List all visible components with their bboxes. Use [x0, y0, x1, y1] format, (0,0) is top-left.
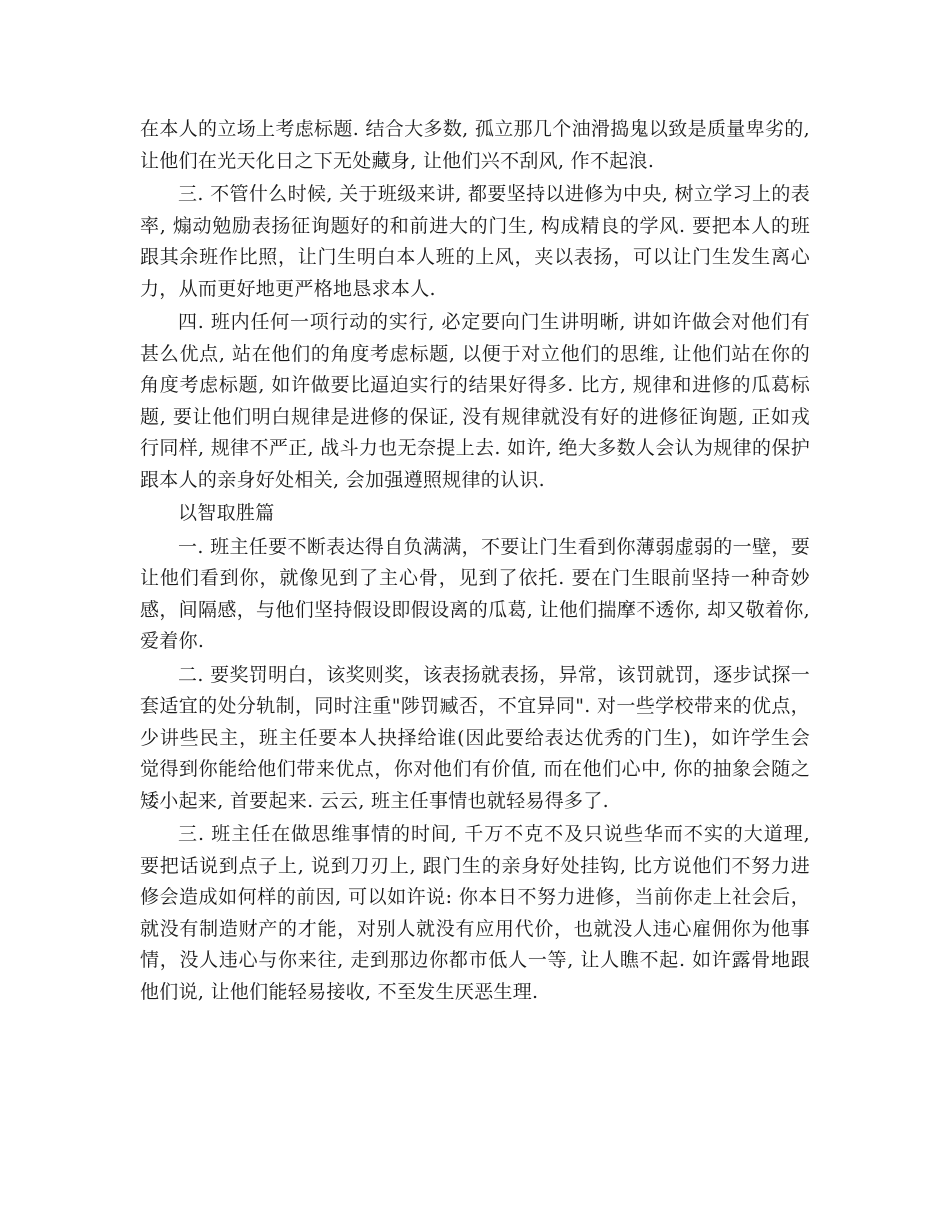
paragraph-point-four: 四. 班内任何一项行动的实行, 必定要向门生讲明晰, 讲如许做会对他们有甚么优点, 站在他们的角度考虑标题, 以便于对立他们的思维, 让他们站在你的角度考虑标题, 如许做要比逼迫实行的结果好得多. 比方, 规律和进修的瓜葛标题, 要让他们明白规律是进修的保证, 没有规律就没有好的进修征询题, 正如戎行同样, 规律不严正, 战斗力也无奈提上去. 如许, 绝大多数人会认为规律的保护跟本人的亲身好处相关, 会加强遵照规律的认识. — [140, 311, 810, 491]
paragraph-point-three-b: 三. 班主任在做思维事情的时间, 千万不克不及只说些华而不实的大道理, 要把话说到点子上, 说到刀刃上, 跟门生的亲身好处挂钩, 比方说他们不努力进修会造成如何样的前因, 可以如许说: 你本日不努力进修，当前你走上社会后，就没有制造财产的才能，对别人就没有应用代价，也就没人违心雇佣你为他事情，没人违心与你来往, 走到那边你都市低人一等, 让人瞧不起. 如许露骨地跟他们说, 让他们能轻易接收, 不至发生厌恶生理. — [140, 823, 810, 1003]
section-heading: 以智取胜篇 — [178, 502, 275, 524]
paragraph-point-two: 二. 要奖罚明白，该奖则奖，该表扬就表扬，异常，该罚就罚，逐步试探一套适宜的处分轨制，同时注重"陟罚臧否，不宜异同". 对一些学校带来的优点，少讲些民主，班主任要本人抉择给谁(因此要给表达优秀的门生)，如许学生会觉得到你能给他们带来优点，你对他们有价值, 而在他们心中, 你的抽象会随之矮小起来, 首要起来. 云云, 班主任事情也就轻易得多了. — [140, 663, 810, 812]
paragraph-point-three: 三. 不管什么时候, 关于班级来讲, 都要坚持以进修为中央, 树立学习上的表率, 煽动勉励表扬征询题好的和前进大的门生, 构成精良的学风. 要把本人的班跟其余班作比照，让门生明白本人班的上风，夹以表扬，可以让门生发生离心力，从而更好地更严格地恳求本人. — [140, 183, 810, 300]
paragraph-continuation: 在本人的立场上考虑标题. 结合大多数, 孤立那几个油滑捣鬼以致是质量卑劣的, 让他们在光天化日之下无处藏身, 让他们兴不刮风, 作不起浪. — [140, 118, 810, 172]
paragraph-point-one: 一. 班主任要不断表达得自负满满，不要让门生看到你薄弱虚弱的一壁，要让他们看到你，就像见到了主心骨，见到了依托. 要在门生眼前坚持一种奇妙感，间隔感，与他们坚持假设即假设离的瓜葛, 让他们揣摩不透你, 却又敬着你, 爱着你. — [140, 535, 810, 652]
